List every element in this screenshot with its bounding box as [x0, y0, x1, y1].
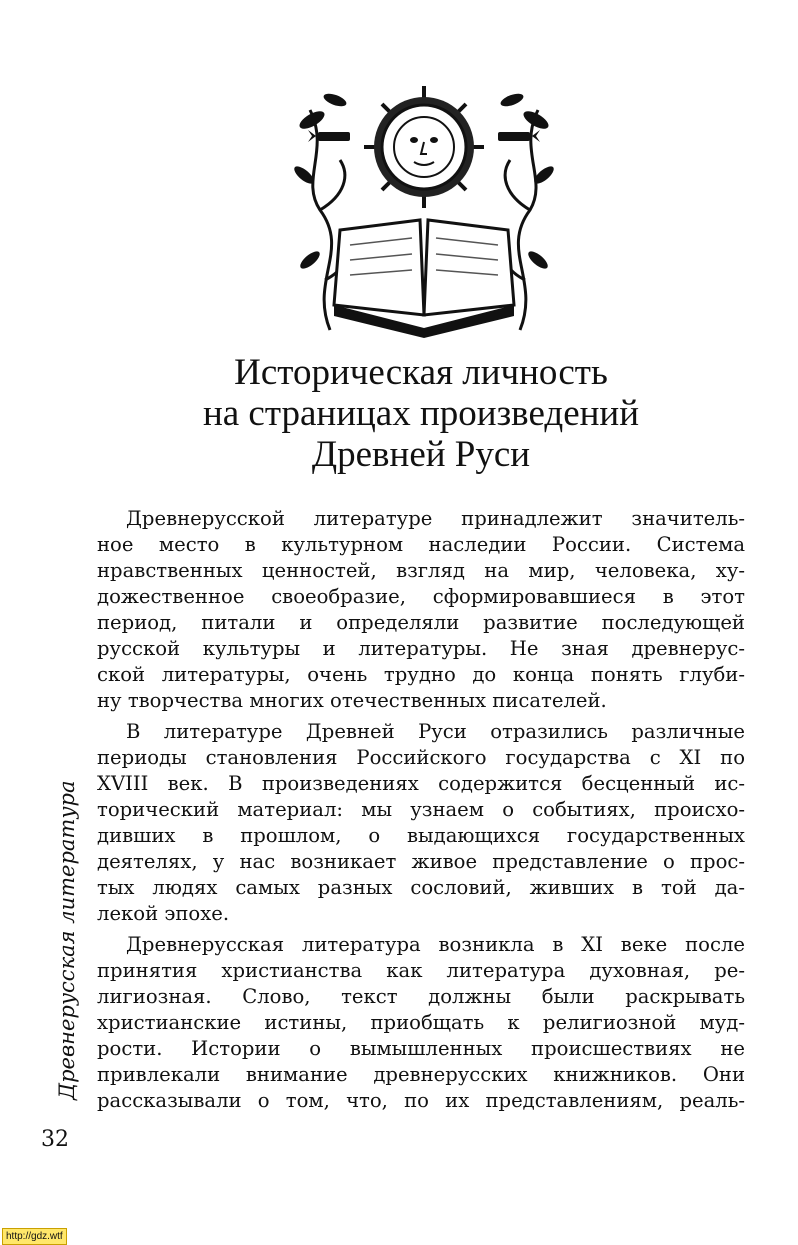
- text-line: деятелях, у нас возникает живое представление о прос-: [97, 850, 745, 873]
- text-line: период, питали и определяли развитие последующей: [97, 611, 745, 634]
- title-line: Историческая личность: [234, 352, 608, 393]
- text-line: периоды становления Российского государства с XI по: [97, 746, 745, 769]
- text-line: нравственных ценностей, взгляд на мир, человека, ху-: [97, 559, 745, 582]
- text-line: торический материал: мы узнаем о событиях, происхо-: [97, 798, 745, 821]
- text-line: русской культуры и литературы. Не зная древнерус-: [97, 637, 745, 660]
- paragraph: [97, 506, 745, 714]
- text-line: рассказывали о том, что, по их представлениям, реаль-: [97, 1089, 745, 1112]
- paragraph: [97, 932, 745, 1114]
- paragraph: [97, 719, 745, 927]
- title-line: Древней Руси: [311, 434, 531, 475]
- watermark-link[interactable]: http://gdz.wtf: [2, 1228, 67, 1245]
- text-line: христианские истины, приобщать к религиозной муд-: [97, 1011, 745, 1034]
- text-line: дивших в прошлом, о выдающихся государственных: [97, 824, 745, 847]
- text-line: Древнерусская литература возникла в XI веке после: [126, 933, 745, 956]
- text-line: ской литературы, очень трудно до конца понять глуби-: [97, 663, 745, 686]
- title-line: на страницах произведений: [202, 393, 640, 434]
- text-line: Древнерусской литературе принадлежит значитель-: [126, 507, 745, 530]
- text-line: XVIII век. В произведениях содержится бесценный ис-: [97, 772, 745, 795]
- page-title: [90, 352, 752, 475]
- text-line: принятия христианства как литература духовная, ре-: [97, 959, 745, 982]
- text-line: рости. Истории о вымышленных происшествиях не: [97, 1037, 745, 1060]
- text-line: В литературе Древней Руси отразились различные: [126, 720, 745, 743]
- text-line: дожественное своеобразие, сформировавшиеся в этот: [97, 585, 745, 608]
- text-line: ное место в культурном наследии России. Система: [97, 533, 745, 556]
- page-number: 32: [41, 1127, 69, 1152]
- text-line: лекой эпохе.: [97, 902, 230, 925]
- text-line: ну творчества многих отечественных писателей.: [97, 689, 607, 712]
- text-line: привлекали внимание древнерусских книжников. Они: [97, 1063, 745, 1086]
- text-line: лигиозная. Слово, текст должны были раскрывать: [97, 985, 745, 1008]
- body-text: [97, 506, 745, 1119]
- running-head: Древнерусская литература: [55, 780, 79, 1100]
- sun-book-vignette-icon: [290, 80, 558, 342]
- text-line: тых людях самых разных сословий, живших в той да-: [97, 876, 745, 899]
